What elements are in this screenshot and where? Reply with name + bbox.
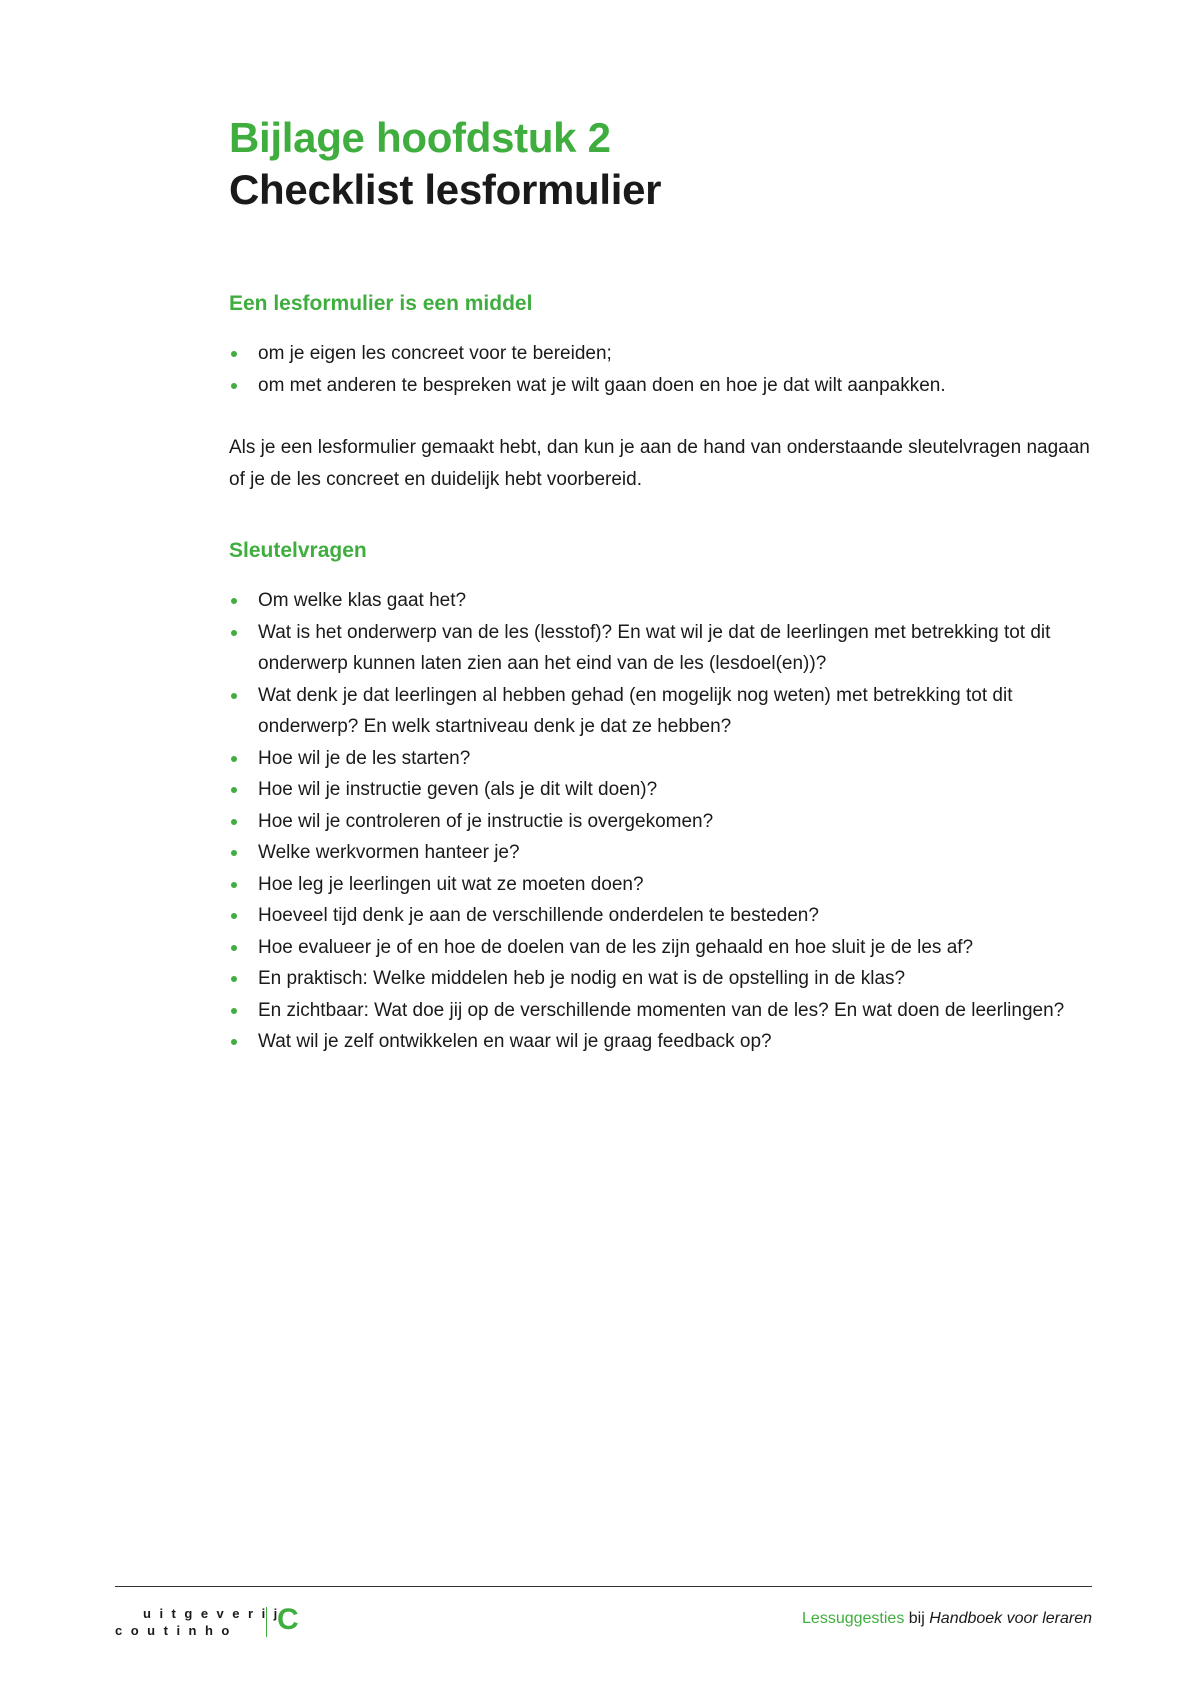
list-item: Hoe wil je controleren of je instructie is overgekomen? — [229, 806, 1099, 838]
appendix-title: Bijlage hoofdstuk 2 — [229, 114, 611, 161]
footer-caption-part1: Lessuggesties — [802, 1610, 905, 1627]
footer-divider — [115, 1586, 1092, 1587]
footer-caption-part3: Handboek voor leraren — [929, 1610, 1092, 1627]
logo-text-line2: coutinho — [115, 1623, 238, 1638]
list-item: Wat denk je dat leerlingen al hebben gehad (en mogelijk nog weten) met betrekking tot dit onderwerp? En welk startniveau denk je dat ze hebben? — [229, 680, 1099, 743]
logo-divider — [266, 1607, 267, 1637]
list-item: Welke werkvormen hanteer je? — [229, 837, 1099, 869]
list-item: om met anderen te bespreken wat je wilt gaan doen en hoe je dat wilt aanpakken. — [229, 370, 1099, 402]
list-item: En praktisch: Welke middelen heb je nodig en wat is de opstelling in de klas? — [229, 963, 1099, 995]
main-content — [229, 288, 1099, 1058]
intro-paragraph: Als je een lesformulier gemaakt hebt, dan kun je aan de hand van onderstaande sleutelvragen nagaan of je de les concreet en duidelijk hebt voorbereid. — [229, 437, 1090, 490]
list-item: om je eigen les concreet voor te bereiden; — [229, 338, 1099, 370]
list-item: Wat wil je zelf ontwikkelen en waar wil je graag feedback op? — [229, 1026, 1099, 1058]
publisher-logo — [115, 1603, 299, 1639]
list-item: Om welke klas gaat het? — [229, 585, 1099, 617]
list-item: Hoe leg je leerlingen uit wat ze moeten doen? — [229, 869, 1099, 901]
logo-text-line1: uitgeverij — [143, 1606, 286, 1621]
list-item: En zichtbaar: Wat doe jij op de verschillende momenten van de les? En wat doen de leerlingen? — [229, 995, 1099, 1027]
footer-caption-part2: bij — [904, 1610, 930, 1627]
list-item: Hoeveel tijd denk je aan de verschillende onderdelen te besteden? — [229, 900, 1099, 932]
checklist-title: Checklist lesformulier — [229, 166, 662, 213]
section-heading-sleutelvragen: Sleutelvragen — [229, 539, 367, 562]
list-item: Hoe evalueer je of en hoe de doelen van de les zijn gehaald en hoe sluit je de les af? — [229, 932, 1099, 964]
list-item: Hoe wil je instructie geven (als je dit wilt doen)? — [229, 774, 1099, 806]
list-item: Hoe wil je de les starten? — [229, 743, 1099, 775]
title-block — [229, 112, 661, 216]
middel-list — [229, 338, 1099, 401]
sleutelvragen-list — [229, 585, 1099, 1058]
logo-mark: C — [277, 1603, 299, 1636]
list-item: Wat is het onderwerp van de les (lesstof)? En wat wil je dat de leerlingen met betrekking tot dit onderwerp kunnen laten zien aan het eind van de les (lesdoel(en))? — [229, 617, 1099, 680]
section-heading-middel: Een lesformulier is een middel — [229, 292, 533, 315]
footer-caption — [802, 1609, 1092, 1629]
